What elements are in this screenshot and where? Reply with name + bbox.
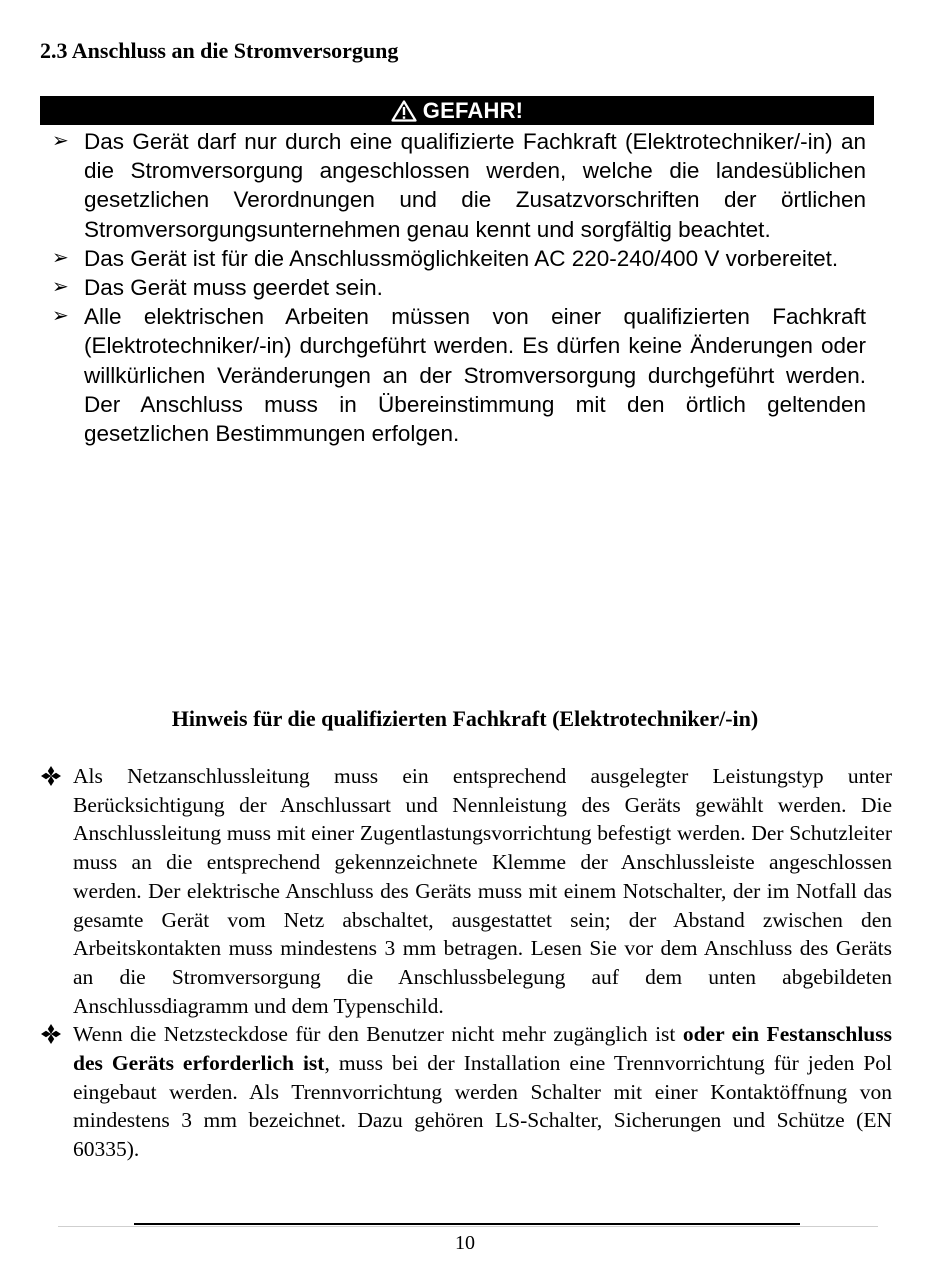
list-item-text: Das Gerät ist für die Anschlussmöglichkeiten AC 220-240/400 V vorbereitet. (84, 245, 839, 271)
danger-banner (40, 96, 874, 125)
footer-rule (134, 1223, 800, 1225)
list-item-text: Das Gerät darf nur durch eine qualifizierte Fachkraft (Elektrotechniker/-in) an die Stromversorgung angeschlossen werden, welche die landesüblichen gesetzlichen Verordnungen und die Zusatzvorschriften der örtlichen Stromversorgungsunternehmen genau kennt und sorgfältig beachtet. (84, 129, 866, 242)
list-item-text: Alle elektrischen Arbeiten müssen von einer qualifizierten Fachkraft (Elektrotechniker/-in) durchgeführt werden. Es dürfen keine Änderungen oder willkürlichen Veränderungen an der Stromversorgung durchgeführt werden. Der Anschluss muss in Übereinstimmung mit den örtlich geltenden gesetzlichen Bestimmungen erfolgen. (84, 304, 866, 447)
list-item (40, 1020, 892, 1164)
section-heading: 2.3 Anschluss an die Stromversorgung (40, 38, 399, 63)
list-item (40, 244, 866, 273)
list-item-text: Das Gerät muss geerdet sein. (84, 275, 383, 301)
list-item-text-start: Wenn die Netzsteckdose für den Benutzer nicht mehr zugänglich ist (73, 1022, 683, 1047)
note-heading: Hinweis für die qualifizierten Fachkraft (Elektrotechniker/-in) (171, 706, 759, 731)
list-item (40, 273, 866, 302)
danger-list (40, 127, 866, 448)
arrow-bullet-icon: ➢ (52, 130, 69, 152)
arrow-bullet-icon: ➢ (52, 246, 69, 269)
list-item-text-emphasis: oder ein Festanschluss des Geräts erforderlich ist (73, 1022, 892, 1076)
four-diamond-bullet-icon (40, 765, 62, 787)
footer-rule-light (58, 1226, 878, 1227)
warning-triangle-icon (391, 100, 417, 122)
list-item (40, 302, 866, 448)
list-item (40, 762, 892, 1020)
arrow-bullet-icon: ➢ (52, 305, 69, 328)
note-list (40, 762, 892, 1164)
danger-label: GEFAHR! (422, 97, 524, 123)
arrow-bullet-icon: ➢ (52, 276, 69, 299)
four-diamond-bullet-icon (40, 1023, 62, 1045)
list-item-text: Als Netzanschlussleitung muss ein entsprechend ausgelegter Leistungstyp unter Berücksichtigung der Anschlussart und Nennleistung des Geräts gewählt werden. Die Anschlussleitung muss mit einer Zugentlastungsvorrichtung befestigt werden. Der Schutzleiter muss an die entsprechend gekennzeichnete Klemme der Anschlussleiste angeschlossen werden. Der elektrische Anschluss des Geräts muss mit einem Notschalter, der im Notfall das gesamte Gerät vom Netz abschaltet, ausgestattet sein; der Abstand zwischen den Arbeitskontakten muss mindestens 3 mm betragen. Lesen Sie vor dem Anschluss des Geräts an die Stromversorgung die Anschlussbelegung auf dem unten abgebildeten Anschlussdiagramm und dem Typenschild. (73, 764, 892, 1018)
page-number: 10 (455, 1232, 475, 1254)
list-item-text-end: , muss bei der Installation eine Trennvorrichtung für jeden Pol eingebaut werden. Als Trennvorrichtung werden Schalter mit einer Kontaktöffnung von mindestens 3 mm bezeichnet. Dazu gehören LS-Schalter, Sicherungen und Schütze (EN 60335). (73, 1051, 892, 1162)
list-item-text (73, 1022, 892, 1161)
list-item (40, 127, 866, 244)
